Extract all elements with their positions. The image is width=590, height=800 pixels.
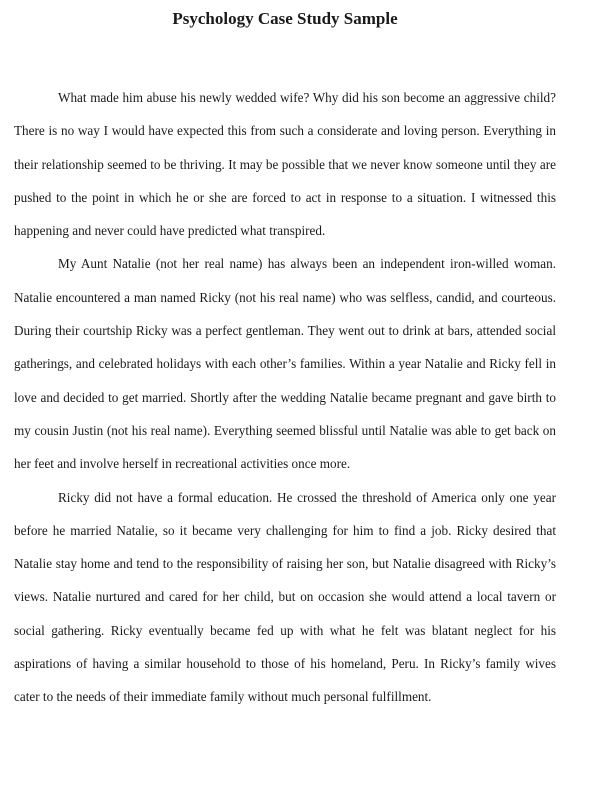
paragraph-2: My Aunt Natalie (not her real name) has always been an independent iron-willed woman. Natalie encountered a man named Ricky (not his real name) who was selfless, candid, and courteous. During their courtship Ricky was a perfect gentleman. They went out to drink at bars, attended social gatherings, and celebrated holidays with each other’s families. Within a year Natalie and Ricky fell in love and decided to get married. Shortly after the wedding Natalie became pregnant and gave birth to my cousin Justin (not his real name). Everything seemed blissful until Natalie was able to get back on her feet and involve herself in recreational activities once more. bbox=[14, 256, 556, 472]
document-title: Psychology Case Study Sample bbox=[172, 9, 398, 28]
paragraph-3: Ricky did not have a formal education. He crossed the threshold of America only one year before he married Natalie, so it became very challenging for him to find a job. Ricky desired that Natalie stay home and tend to the responsibility of raising her son, but Natalie disagreed with Ricky’s views. Natalie nurtured and cared for her child, but on occasion she would attend a local tavern or social gathering. Ricky eventually became fed up with what he felt was blatant neglect for his aspirations of having a similar household to those of his homeland, Peru. In Ricky’s family wives cater to the needs of their immediate family without much personal fulfillment. bbox=[14, 489, 556, 705]
paragraph-1: What made him abuse his newly wedded wife? Why did his son become an aggressive child? There is no way I would have expected this from such a considerate and loving person. Everything in their relationship seemed to be thriving. It may be possible that we never know someone until they are pushed to the point in which he or she are forced to act in response to a situation. I witnessed this happening and never could have predicted what transpired. bbox=[14, 90, 556, 239]
document-page bbox=[14, 0, 556, 714]
